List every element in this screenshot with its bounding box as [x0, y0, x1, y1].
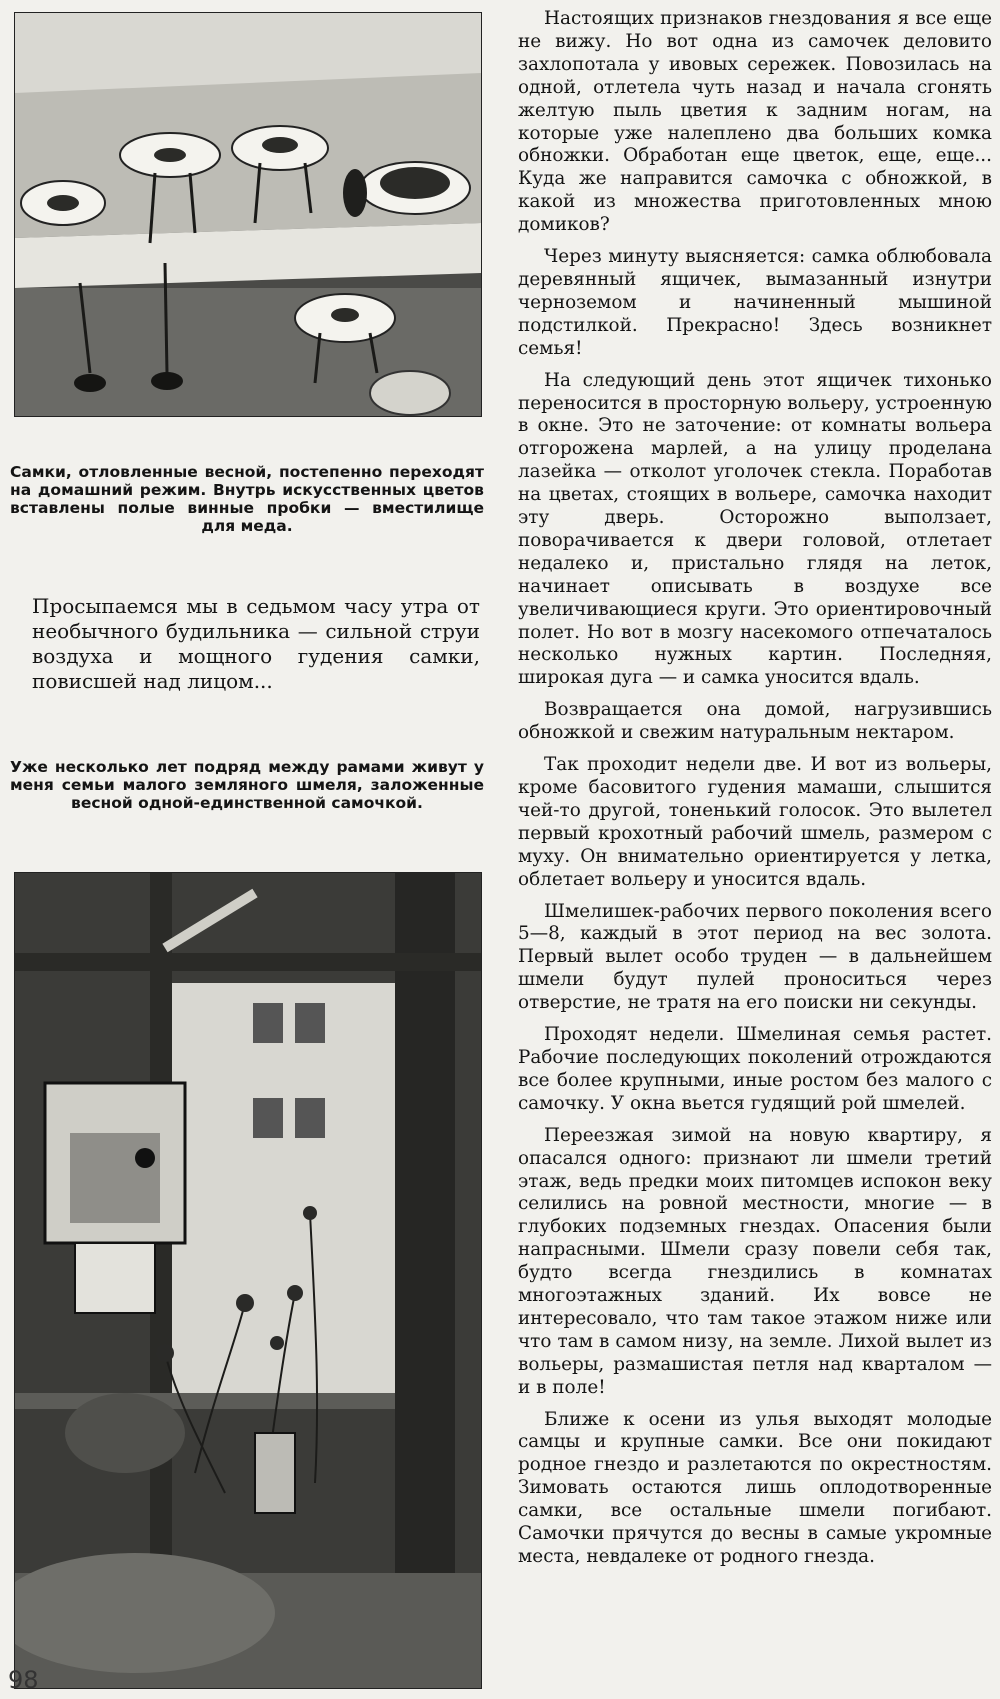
article-paragraph: Так проходит недели две. И вот из вольеры, кроме басовитого гудения мамаши, слышится чей-то другой, тоненький голосок. Это вылетел первый крохотный рабочий шмель, размером с муху. Он внимательно ориентируется у летка, облетает вольеру и уносится вдаль. [518, 754, 992, 890]
caption-top-photo: Самки, отловленные весной, постепенно переходят на домашний режим. Внутрь искусственных цветов вставлены полые винные пробки — вместилище для меда. [10, 463, 484, 535]
flowers-illustration [15, 13, 481, 416]
article-body [518, 8, 992, 1578]
photo-window-enclosure [14, 872, 482, 1689]
article-paragraph: Через минуту выясняется: самка облюбовала деревянный ящичек, вымазанный изнутри черноземом и начиненный мышиной подстилкой. Прекрасно! Здесь возникнет семья! [518, 246, 992, 359]
article-paragraph: Переезжая зимой на новую квартиру, я опасался одного: признают ли шмели третий этаж, ведь предки моих питомцев испокон веку селились на ровной местности, многие — в глубоких подземных гнездах. Опасения были напрасными. Шмели сразу повели себя так, будто всегда гнездились в комнатах многоэтажных зданий. Их вовсе не интересовало, что там такое этажом ниже или что там в самом низу, на земле. Лихой вылет из вольеры, размашистая петля над кварталом — и в поле! [518, 1124, 992, 1398]
page-number: 98 [8, 1666, 39, 1694]
caption-bottom-photo: Уже несколько лет подряд между рамами живут у меня семьи малого земляного шмеля, заложенные весной одной-единственной самочкой. [10, 758, 484, 812]
pull-quote: Просыпаемся мы в седьмом часу утра от необычного будильника — сильной струи воздуха и мощного гудения самки, повисшей над лицом... [32, 594, 480, 693]
article-paragraph: Настоящих признаков гнездования я все еще не вижу. Но вот одна из самочек деловито захлопотала у ивовых сережек. Повозилась на одной, отлетела чуть назад и начала сгонять желтую пыль цветия к задним ногам, на которые уже налеплено два больших комка обножки. Обработан еще цветок, еще, еще... Куда же направится самочка с обножкой, в какой из множества приготовленных мною домиков? [518, 8, 992, 236]
article-paragraph: На следующий день этот ящичек тихонько переносится в просторную вольеру, устроенную в окне. Это не заточение: от комнаты вольера отгорожена марлей, а на улицу проделана лазейка — отколот уголочек стекла. Поработав на цветах, стоящих в вольере, самочка находит эту дверь. Осторожно выползает, поворачивается к двери головой, отлетает недалеко и, пристально глядя на леток, начинает описывать в воздухе все увеличивающиеся круги. Это ориентировочный полет. Но вот в мозгу насекомого отпечаталось несколько нужных картин. Последняя, широкая дуга — и самка уносится вдаль. [518, 369, 992, 689]
article-paragraph: Ближе к осени из улья выходят молодые самцы и крупные самки. Все они покидают родное гнездо и разлетаются по окрестностям. Зимовать остаются лишь оплодотворенные самки, все остальные шмели погибают. Самочки прячутся до весны в самые укромные места, невдалеке от родного гнезда. [518, 1408, 992, 1567]
photo-artificial-flowers [14, 12, 482, 417]
article-paragraph: Возвращается она домой, нагрузившись обножкой и свежим натуральным нектаром. [518, 699, 992, 744]
window-illustration [15, 873, 481, 1688]
article-paragraph: Шмелишек-рабочих первого поколения всего 5—8, каждый в этот период на вес золота. Первый вылет особо труден — в дальнейшем шмели будут пулей проноситься через отверстие, не тратя на его поиски ни секунды. [518, 900, 992, 1014]
article-paragraph: Проходят недели. Шмелиная семья растет. Рабочие последующих поколений отрождаются все более крупными, иные ростом без малого с самочку. У окна вьется гудящий рой шмелей. [518, 1024, 992, 1114]
